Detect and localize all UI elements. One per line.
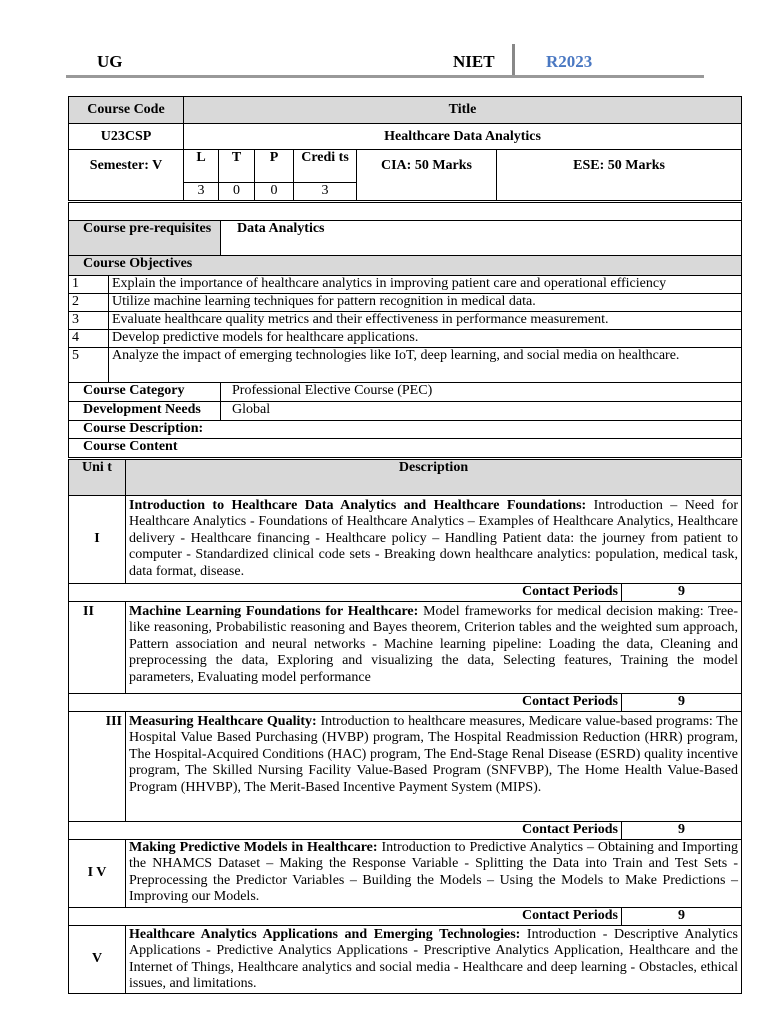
objective-row: [69, 294, 742, 312]
header-divider: [512, 44, 515, 76]
contact-label: Contact Periods: [69, 584, 622, 602]
objectives-label: Course Objectives: [69, 256, 742, 276]
objective-row: [69, 276, 742, 294]
ltpc-header-credits: Credi ts: [294, 150, 357, 183]
unit-number: V: [69, 926, 126, 994]
course-code-label: Course Code: [69, 97, 184, 124]
objective-num: 2: [69, 294, 109, 312]
unit-description: [126, 712, 742, 822]
ltpc-header-t: T: [219, 150, 255, 183]
cia-marks: CIA: 50 Marks: [357, 150, 497, 201]
unit-description: [126, 496, 742, 584]
objective-num: 1: [69, 276, 109, 294]
course-info-table: [68, 96, 742, 201]
objective-num: 5: [69, 348, 109, 383]
description-header: Description: [126, 460, 742, 496]
regulation-code: R2023: [546, 52, 593, 71]
category-label: Course Category: [69, 383, 221, 402]
ltpc-value-p: 0: [255, 183, 294, 201]
course-code: U23CSP: [69, 124, 184, 150]
unit-row: [69, 602, 742, 694]
unit-description: [126, 840, 742, 908]
category-value: Professional Elective Course (PEC): [221, 383, 742, 402]
unit-number: I V: [69, 840, 126, 908]
unit-number: III: [69, 712, 126, 822]
unit-row: [69, 926, 742, 994]
unit-description: [126, 926, 742, 994]
unit-title: Making Predictive Models in Healthcare:: [129, 840, 378, 855]
ltpc-header-l: L: [184, 150, 219, 183]
unit-text: Model frameworks for medical decision making: Tree-like reasoning, Probabilistic reasoning and Bayes theorem, Criterion tables and the weighted sum approach, Pattern association and neural networks - Machine learning pipeline: Loading the data, Cleaning and preprocessing the data, Exploring and visualizing the data, Selecting features, Training the model parameters, Evaluating model performance: [129, 604, 738, 685]
objective-text: Develop predictive models for healthcare applications.: [109, 330, 742, 348]
unit-title: Measuring Healthcare Quality:: [129, 714, 317, 729]
objective-text: Utilize machine learning techniques for pattern recognition in medical data.: [109, 294, 742, 312]
prereq-value: Data Analytics: [221, 221, 742, 256]
unit-title: Healthcare Analytics Applications and Emerging Technologies:: [129, 927, 521, 942]
unit-title: Introduction to Healthcare Data Analytics and Healthcare Foundations:: [129, 498, 587, 513]
unit-text: Introduction to healthcare measures, Medicare value-based programs: The Hospital Value Based Purchasing (HVBP) program, The Hospital Readmission Reduction (HRR) program, The Hospital-Acquired Conditions (HAC) program, The End-Stage Renal Disease (ESRD) quality incentive program, The Skilled Nursing Facility Value-Based Program (SNFVBP), The Home Health Value-Based Program (HHVBP), The Merit-Based Incentive Payment System (MIPS).: [129, 714, 739, 795]
contact-periods: 9: [622, 584, 742, 602]
ltpc-header-p: P: [255, 150, 294, 183]
unit-row: [69, 496, 742, 584]
ltpc-value-t: 0: [219, 183, 255, 201]
contact-periods: 9: [622, 694, 742, 712]
contact-row: [69, 584, 742, 602]
contact-row: [69, 908, 742, 926]
objective-num: 4: [69, 330, 109, 348]
prereq-label: Course pre-requisites: [69, 221, 221, 256]
objective-row: [69, 312, 742, 330]
objective-text: Analyze the impact of emerging technologies like IoT, deep learning, and social media on healthcare.: [109, 348, 742, 383]
course-title: Healthcare Data Analytics: [184, 124, 742, 150]
unit-number: II: [69, 602, 126, 694]
dev-needs-value: Global: [221, 402, 742, 421]
objective-text: Evaluate healthcare quality metrics and their effectiveness in performance measurement.: [109, 312, 742, 330]
objective-text: Explain the importance of healthcare analytics in improving patient care and operational efficiency: [109, 276, 742, 294]
objective-row: [69, 330, 742, 348]
ese-marks: ESE: 50 Marks: [497, 150, 742, 201]
contact-row: [69, 822, 742, 840]
objective-row: [69, 348, 742, 383]
institute-name: NIET: [453, 52, 495, 71]
contact-label: Contact Periods: [69, 908, 622, 926]
unit-row: [69, 840, 742, 908]
contact-row: [69, 694, 742, 712]
unit-text: Introduction – Need for Healthcare Analytics - Foundations of Healthcare Analytics – Examples of Healthcare Analytics, Healthcare delivery - Healthcare financing - Healthcare policy – Handling Patient data: the journey from patient to computer - Standardized clinical code sets - Breaking down healthcare analytics: population, medical task, data format, disease.: [129, 498, 738, 579]
ltpc-value-l: 3: [184, 183, 219, 201]
unit-text: Introduction to Predictive Analytics – Obtaining and Importing the NHAMCS Dataset – Making the Response Variable - Splitting the Data into Train and Test Sets - Preprocessing the Predictor Variables – Building the Models – Using the Models to Make Predictions – Improving our Models.: [129, 840, 738, 905]
page-header: [66, 44, 704, 78]
program-level: UG: [97, 52, 123, 71]
spacer-row: [69, 203, 742, 221]
dev-needs-label: Development Needs: [69, 402, 221, 421]
unit-title: Machine Learning Foundations for Healthcare:: [129, 604, 419, 619]
content-label: Course Content: [69, 439, 742, 458]
unit-description: [126, 602, 742, 694]
semester: Semester: V: [69, 150, 184, 201]
contact-periods: 9: [622, 908, 742, 926]
header-rule: [66, 75, 704, 78]
course-details-table: [68, 202, 742, 458]
contact-periods: 9: [622, 822, 742, 840]
objective-num: 3: [69, 312, 109, 330]
contact-label: Contact Periods: [69, 822, 622, 840]
unit-header: Uni t: [69, 460, 126, 496]
unit-row: [69, 712, 742, 822]
ltpc-value-credits: 3: [294, 183, 357, 201]
unit-number: I: [69, 496, 126, 584]
description-label: Course Description:: [69, 421, 742, 439]
unit-text: Introduction - Descriptive Analytics Applications - Predictive Analytics Applications - Prescriptive Analytics Application, Healthcare and the Internet of Things, Healthcare analytics and social media - Healthcare and deep learning - Obstacles, ethical issues, and limitations.: [129, 927, 738, 992]
course-content-table: [68, 459, 742, 994]
title-label: Title: [184, 97, 742, 124]
contact-label: Contact Periods: [69, 694, 622, 712]
